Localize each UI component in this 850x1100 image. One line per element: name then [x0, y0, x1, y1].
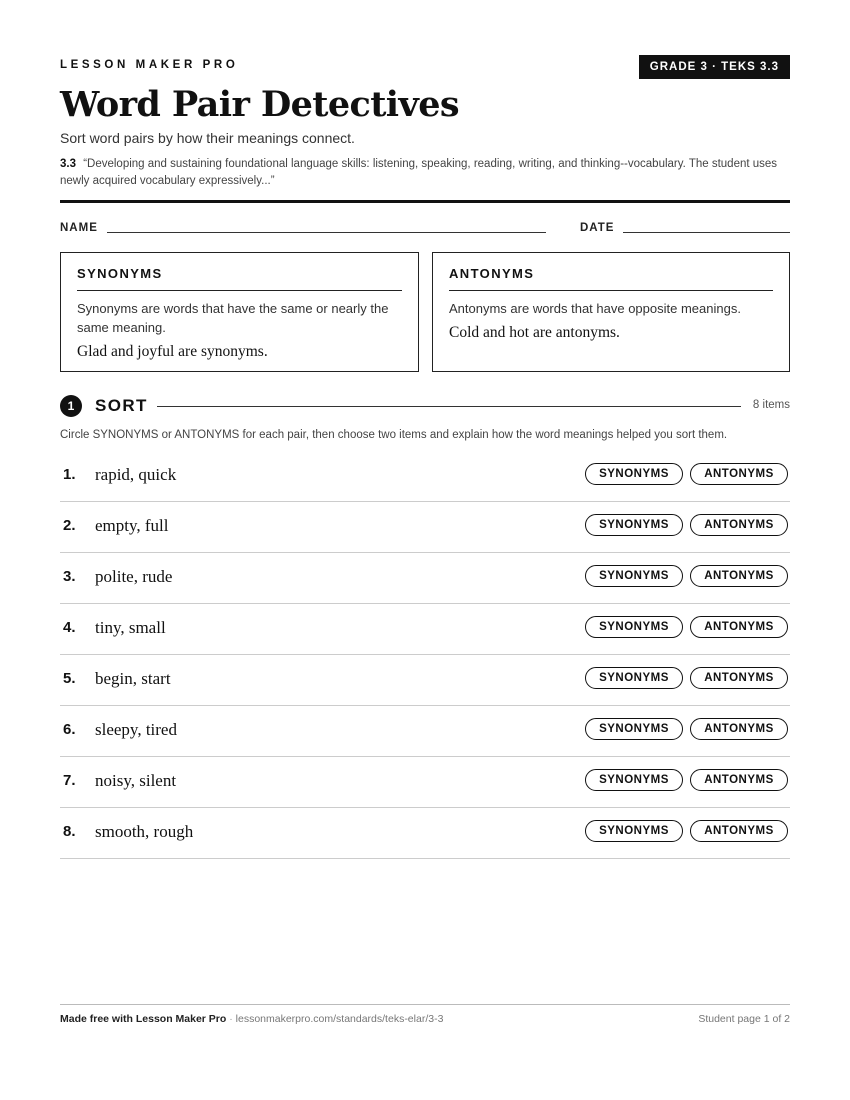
word-pair: noisy, silent: [95, 771, 177, 790]
synonyms-choice[interactable]: SYNONYMS: [585, 616, 683, 638]
antonyms-choice[interactable]: ANTONYMS: [690, 463, 788, 485]
item-number: 8.: [63, 823, 76, 840]
antonyms-example: Cold and hot are antonyms.: [449, 324, 620, 341]
section-header: [60, 395, 790, 417]
synonyms-choice[interactable]: SYNONYMS: [585, 463, 683, 485]
antonyms-choice[interactable]: ANTONYMS: [690, 718, 788, 740]
footer-made-with: Made free with Lesson Maker Pro: [60, 1013, 227, 1025]
item-number: 1.: [63, 466, 76, 483]
header-divider: [60, 200, 790, 203]
section-item-count: 8 items: [752, 399, 790, 411]
brand-name: LESSON MAKER PRO: [60, 59, 239, 71]
list-item: [60, 757, 790, 808]
item-number: 6.: [63, 721, 76, 738]
antonyms-box-title: ANTONYMS: [449, 266, 773, 291]
worksheet-title: Word Pair Detectives: [60, 84, 460, 125]
item-number: 7.: [63, 772, 76, 789]
antonyms-definition: Antonyms are words that have opposite meanings.: [449, 301, 741, 316]
list-item: [60, 706, 790, 757]
list-item: [60, 808, 790, 859]
list-item: [60, 451, 790, 502]
word-pair: empty, full: [95, 516, 169, 535]
word-pair: polite, rude: [95, 567, 173, 586]
page-footer: [60, 1004, 790, 1033]
word-pair: rapid, quick: [95, 465, 177, 484]
antonyms-choice[interactable]: ANTONYMS: [690, 514, 788, 536]
list-item: [60, 553, 790, 604]
antonyms-choice[interactable]: ANTONYMS: [690, 616, 788, 638]
footer-url[interactable]: lessonmakerpro.com/standards/teks-elar/3-3: [235, 1013, 444, 1025]
word-pair: smooth, rough: [95, 822, 194, 841]
synonyms-example: Glad and joyful are synonyms.: [77, 343, 268, 360]
list-item: [60, 604, 790, 655]
section-title: SORT: [95, 396, 148, 415]
section-rule: [157, 406, 741, 407]
word-pair-list: [60, 451, 790, 859]
synonyms-definition: Synonyms are words that have the same or nearly the same meaning.: [77, 301, 389, 335]
worksheet-subtitle: Sort word pairs by how their meanings connect.: [60, 130, 355, 146]
synonyms-choice[interactable]: SYNONYMS: [585, 718, 683, 740]
antonyms-definition-box: [432, 252, 790, 372]
antonyms-choice[interactable]: ANTONYMS: [690, 769, 788, 791]
list-item: [60, 655, 790, 706]
synonyms-box-title: SYNONYMS: [77, 266, 402, 291]
section-instructions: Circle SYNONYMS or ANTONYMS for each pair, then choose two items and explain how the word meanings helped you sort them.: [60, 429, 728, 441]
word-pair: tiny, small: [95, 618, 166, 637]
section-number-badge: 1: [60, 395, 82, 417]
antonyms-choice[interactable]: ANTONYMS: [690, 565, 788, 587]
item-number: 2.: [63, 517, 76, 534]
antonyms-choice[interactable]: ANTONYMS: [690, 820, 788, 842]
brand-row: [60, 55, 790, 79]
item-number: 4.: [63, 619, 76, 636]
footer-separator: ·: [229, 1013, 233, 1025]
synonyms-definition-box: [60, 252, 419, 372]
standard-code: 3.3: [60, 158, 76, 170]
item-number: 5.: [63, 670, 76, 687]
antonyms-choice[interactable]: ANTONYMS: [690, 667, 788, 689]
synonyms-choice[interactable]: SYNONYMS: [585, 667, 683, 689]
synonyms-choice[interactable]: SYNONYMS: [585, 820, 683, 842]
synonyms-choice[interactable]: SYNONYMS: [585, 769, 683, 791]
date-field-line[interactable]: [623, 232, 790, 233]
item-number: 3.: [63, 568, 76, 585]
name-label: NAME: [60, 222, 98, 234]
word-pair: sleepy, tired: [95, 720, 177, 739]
list-item: [60, 502, 790, 553]
synonyms-choice[interactable]: SYNONYMS: [585, 565, 683, 587]
footer-page-number: Student page 1 of 2: [698, 1013, 790, 1025]
standard-text: “Developing and sustaining foundational language skills: listening, speaking, reading, writing, and thinking--vocabulary. The student uses newly acquired vocabulary expressively...”: [60, 158, 778, 187]
student-fields: [60, 222, 790, 236]
word-pair: begin, start: [95, 669, 171, 688]
name-field-line[interactable]: [107, 232, 546, 233]
date-label: DATE: [580, 222, 615, 234]
grade-badge: GRADE 3 · TEKS 3.3: [639, 55, 790, 79]
synonyms-choice[interactable]: SYNONYMS: [585, 514, 683, 536]
standard-description: [60, 156, 780, 190]
